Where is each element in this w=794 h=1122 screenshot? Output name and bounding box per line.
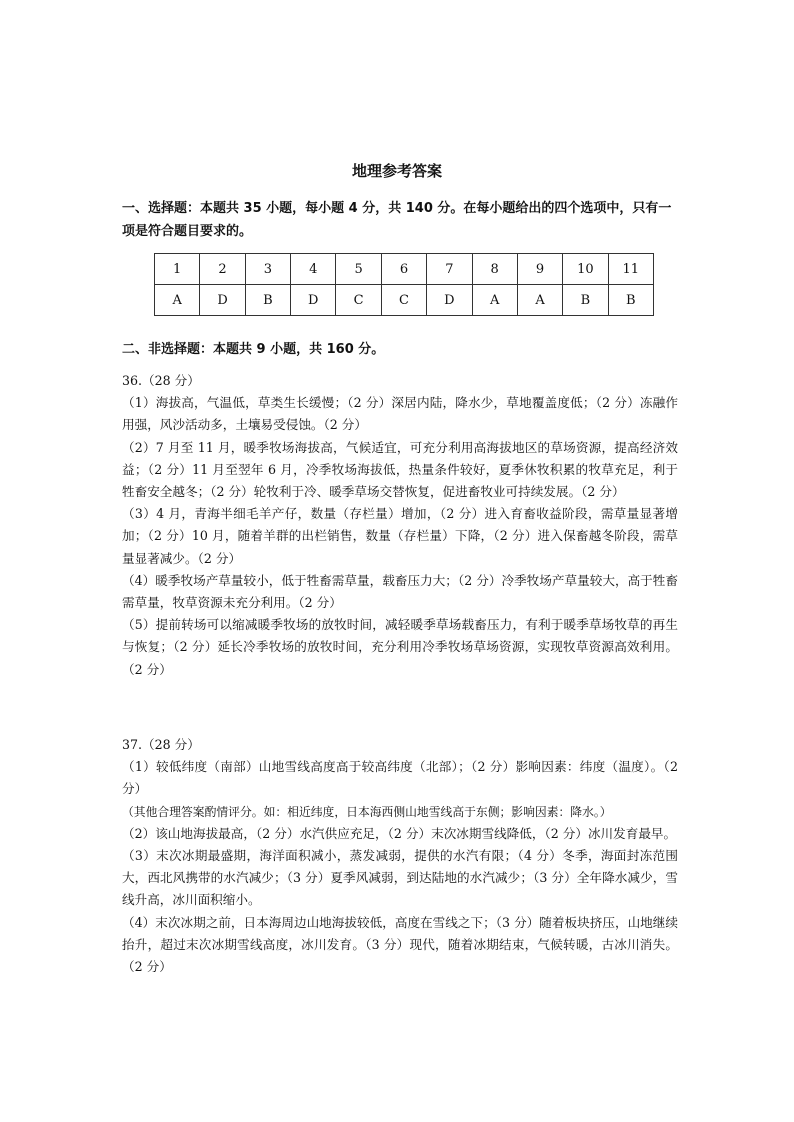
answer-letter: A bbox=[517, 285, 562, 316]
answer-letter: C bbox=[381, 285, 426, 316]
question-36-part-2: （2）7 月至 11 月，暖季牧场海拔高，气候适宜，可充分利用高海拔地区的草场资源，提高经济效益；（2 分）11 月至翌年 6 月，冷季牧场海拔低，热量条件较好，夏季休牧积累的牧草充足，利于牲畜安全越冬；（2 分）轮牧利于冷、暖季草场交替恢复，促进畜牧业可持续发展。（2 分） bbox=[122, 439, 678, 500]
answer-letter: A bbox=[155, 285, 200, 316]
question-number: 9 bbox=[517, 254, 562, 285]
question-number: 1 bbox=[155, 254, 200, 285]
answer-letter: B bbox=[563, 285, 608, 316]
question-36-part-3: （3）4 月，青海半细毛羊产仔，数量（存栏量）增加，（2 分）进入育畜收益阶段，需草量显著增加；（2 分）10 月，随着羊群的出栏销售，数量（存栏量）下降，（2 分）进入保畜越冬阶段，需草量显著减少。（2 分） bbox=[122, 506, 678, 566]
answer-table-number-row bbox=[155, 254, 654, 285]
question-37-header: 37.（28 分） bbox=[122, 737, 200, 752]
question-36-part-5: （5）提前转场可以缩减暖季牧场的放牧时间，减轻暖季草场载畜压力，有利于暖季草场牧草的再生与恢复；（2 分）延长冷季牧场的放牧时间，充分利用冷季牧场草场资源，实现牧草资源高效利用。（2 分） bbox=[122, 617, 678, 677]
section1-heading: 一、选择题：本题共 35 小题，每小题 4 分，共 140 分。在每小题给出的四个选项中，只有一项是符合题目要求的。 bbox=[122, 201, 672, 239]
question-37-part-2: （2）该山地海拔最高，（2 分）水汽供应充足，（2 分）末次冰期雪线降低，（2 分）冰川发育最早。 bbox=[122, 825, 677, 841]
question-37-part-1: （1）较低纬度（南部）山地雪线高度高于较高纬度（北部）；（2 分）影响因素：纬度（温度）。（2 分） bbox=[122, 759, 678, 797]
question-37-part-3: （3）末次冰期最盛期，海洋面积减小，蒸发减弱，提供的水汽有限；（4 分）冬季，海面封冻范围大，西北风携带的水汽减少；（3 分）夏季风减弱，到达陆地的水汽减少；（3 分）全年降水减少，雪线升高，冰川面积缩小。 bbox=[122, 848, 678, 908]
answer-letter: A bbox=[472, 285, 517, 316]
question-number: 7 bbox=[427, 254, 472, 285]
question-number: 8 bbox=[472, 254, 517, 285]
question-36 bbox=[122, 370, 678, 681]
question-number: 11 bbox=[608, 254, 653, 285]
answer-letter: C bbox=[336, 285, 381, 316]
question-number: 2 bbox=[200, 254, 245, 285]
question-37 bbox=[122, 734, 678, 978]
answer-letter: B bbox=[608, 285, 653, 316]
answer-table-answer-row bbox=[155, 285, 654, 316]
question-36-part-4: （4）暖季牧场产草量较小，低于牲畜需草量，载畜压力大；（2 分）冷季牧场产草量较大，高于牲畜需草量，牧草资源未充分利用。（2 分） bbox=[122, 572, 678, 611]
question-36-header: 36.（28 分） bbox=[122, 373, 200, 388]
answer-letter: D bbox=[200, 285, 245, 316]
answer-letter: D bbox=[427, 285, 472, 316]
question-37-note: （其他合理答案酌情评分。如：相近纬度，日本海西侧山地雪线高于东侧；影响因素：降水。） bbox=[122, 804, 612, 819]
question-number: 4 bbox=[291, 254, 336, 285]
question-number: 5 bbox=[336, 254, 381, 285]
answer-letter: D bbox=[291, 285, 336, 316]
question-36-part-1: （1）海拔高，气温低，草类生长缓慢；（2 分）深居内陆，降水少，草地覆盖度低；（2 分）冻融作用强，风沙活动多，土壤易受侵蚀。（2 分） bbox=[122, 395, 678, 433]
answer-letter: B bbox=[245, 285, 290, 316]
question-number: 10 bbox=[563, 254, 608, 285]
page-title: 地理参考答案 bbox=[351, 162, 442, 180]
question-number: 6 bbox=[381, 254, 426, 285]
section2-heading: 二、非选择题：本题共 9 小题，共 160 分。 bbox=[122, 342, 385, 357]
question-number: 3 bbox=[245, 254, 290, 285]
answer-table bbox=[154, 253, 654, 316]
question-37-part-4: （4）末次冰期之前，日本海周边山地海拔较低，高度在雪线之下；（3 分）随着板块挤压，山地继续抬升，超过末次冰期雪线高度，冰川发育。（3 分）现代，随着冰期结束，气候转暖，古冰川消失。（2 分） bbox=[122, 914, 678, 975]
